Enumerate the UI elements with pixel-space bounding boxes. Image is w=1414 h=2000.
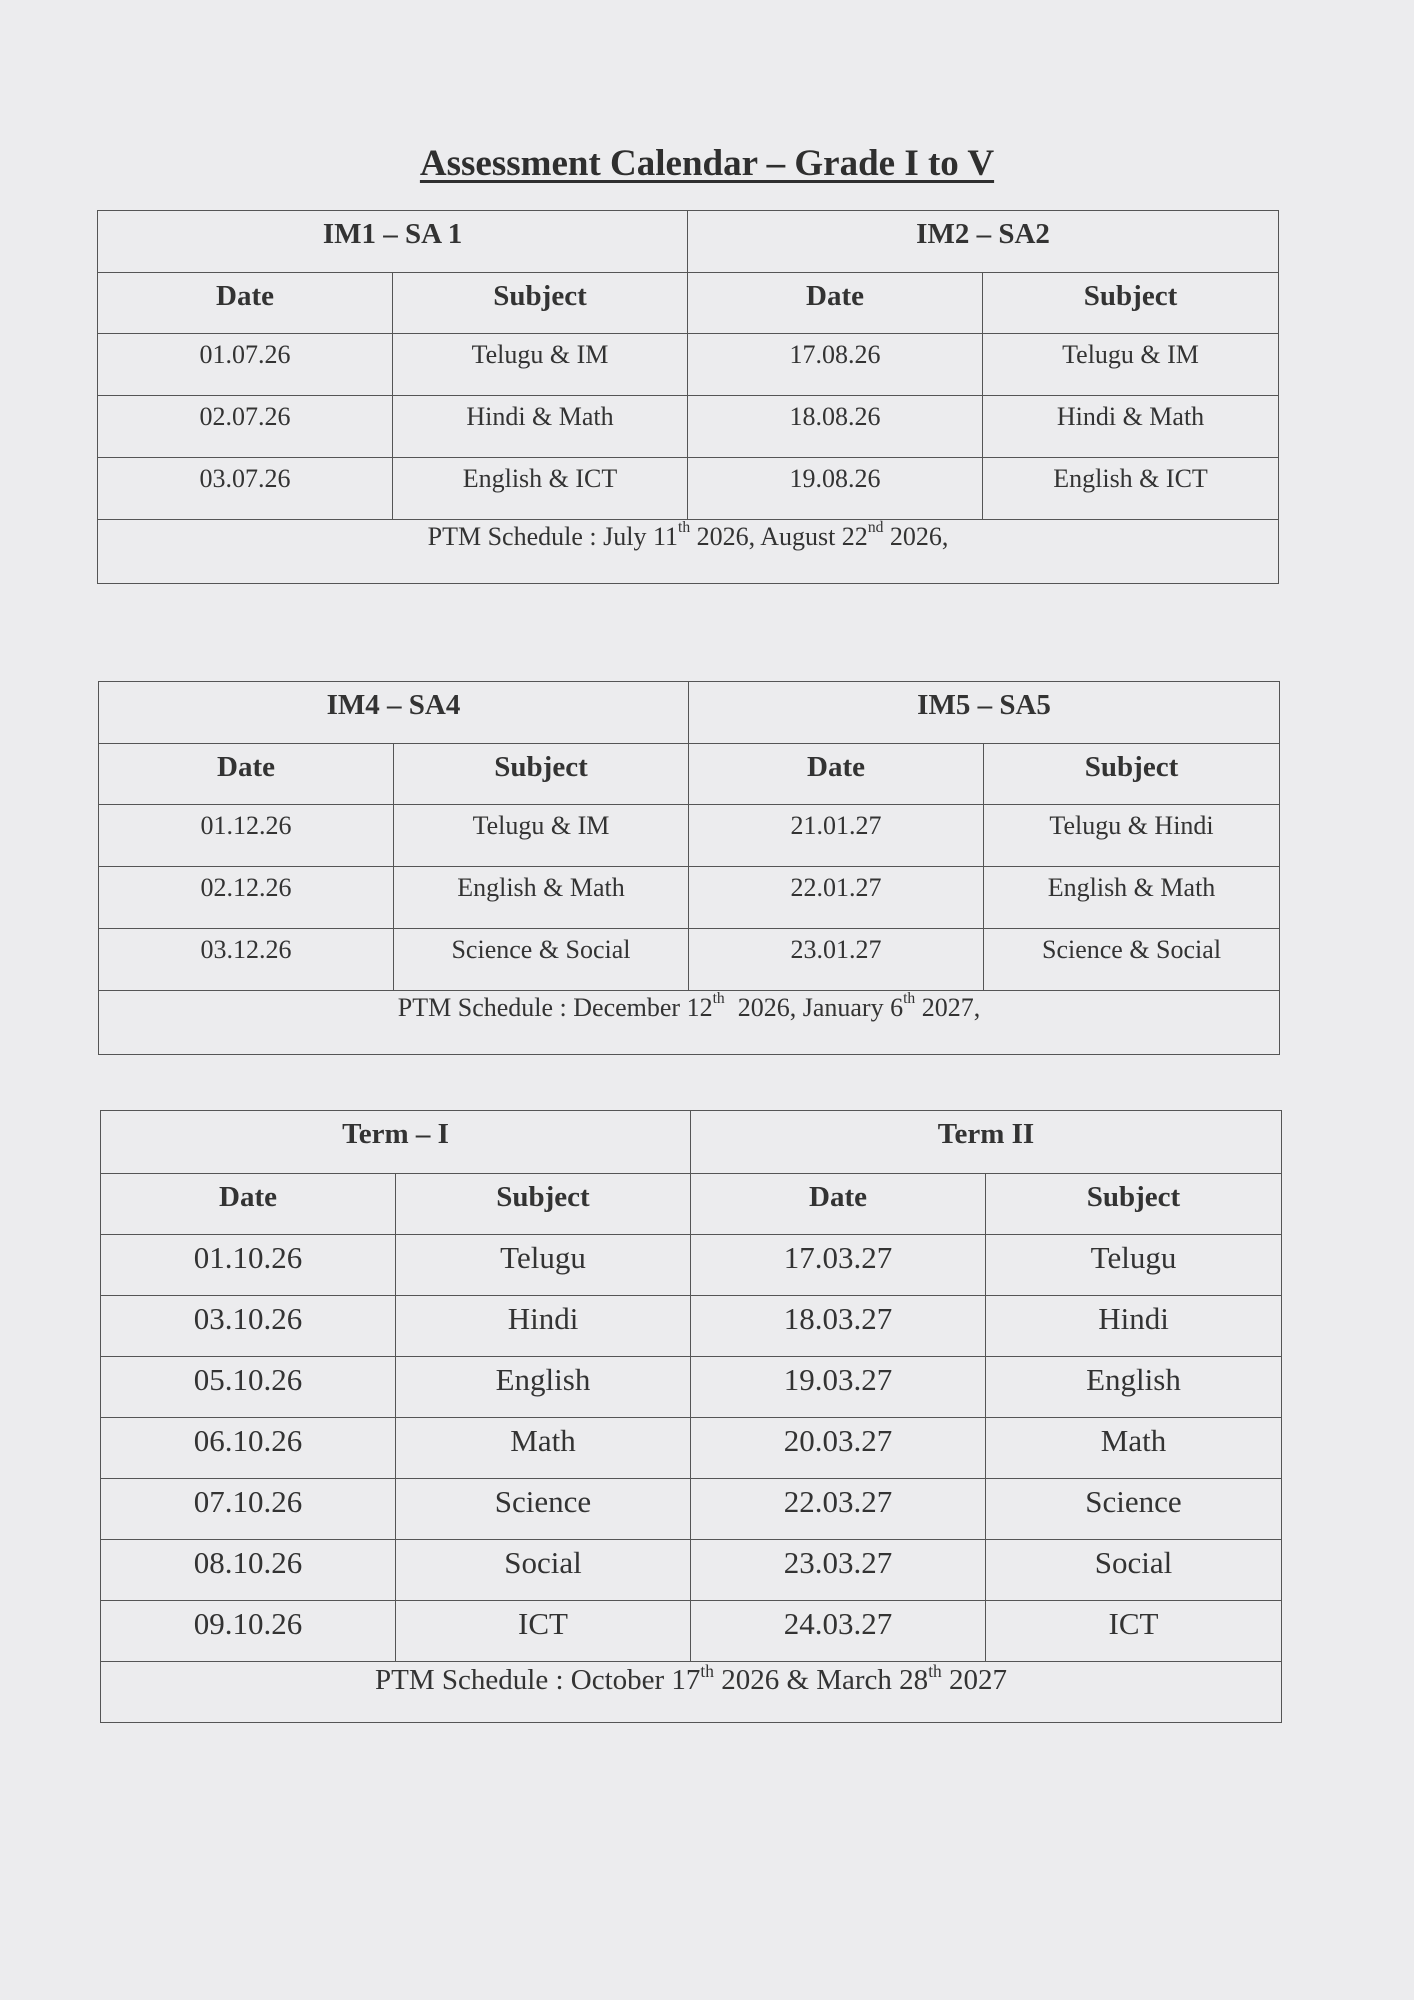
subject-cell: Science xyxy=(986,1479,1282,1540)
date-cell: 02.12.26 xyxy=(99,867,394,929)
column-header-date: Date xyxy=(691,1174,986,1235)
group-heading: Term II xyxy=(691,1111,1282,1174)
date-cell: 24.03.27 xyxy=(691,1601,986,1662)
date-cell: 20.03.27 xyxy=(691,1418,986,1479)
group-heading: Term – I xyxy=(101,1111,691,1174)
subject-cell: Math xyxy=(396,1418,691,1479)
subject-cell: ICT xyxy=(396,1601,691,1662)
date-cell: 19.03.27 xyxy=(691,1357,986,1418)
column-header-subject: Subject xyxy=(986,1174,1282,1235)
date-cell: 03.10.26 xyxy=(101,1296,396,1357)
date-cell: 22.03.27 xyxy=(691,1479,986,1540)
date-cell: 09.10.26 xyxy=(101,1601,396,1662)
date-cell: 02.07.26 xyxy=(98,396,393,458)
subject-cell: Social xyxy=(986,1540,1282,1601)
group-heading: IM2 – SA2 xyxy=(688,211,1279,273)
date-cell: 03.12.26 xyxy=(99,929,394,991)
date-cell: 23.03.27 xyxy=(691,1540,986,1601)
subject-cell: Science & Social xyxy=(394,929,689,991)
subject-cell: Telugu & IM xyxy=(393,334,688,396)
subject-cell: Telugu xyxy=(396,1235,691,1296)
subject-cell: Hindi & Math xyxy=(983,396,1279,458)
column-header-date: Date xyxy=(99,744,394,805)
schedule-table-1 xyxy=(97,210,1279,584)
column-header-subject: Subject xyxy=(396,1174,691,1235)
date-cell: 21.01.27 xyxy=(689,805,984,867)
subject-cell: Telugu & IM xyxy=(983,334,1279,396)
date-cell: 01.12.26 xyxy=(99,805,394,867)
ptm-schedule: PTM Schedule : December 12th 2026, January 6th 2027, xyxy=(99,991,1280,1055)
column-header-subject: Subject xyxy=(393,273,688,334)
subject-cell: English & ICT xyxy=(983,458,1279,520)
schedule-table-2 xyxy=(98,681,1280,1055)
schedule-table-3 xyxy=(100,1110,1282,1723)
column-header-date: Date xyxy=(98,273,393,334)
date-cell: 17.08.26 xyxy=(688,334,983,396)
subject-cell: Telugu xyxy=(986,1235,1282,1296)
page-title: Assessment Calendar – Grade I to V xyxy=(419,143,995,184)
subject-cell: Social xyxy=(396,1540,691,1601)
table-row xyxy=(98,334,1279,396)
date-cell: 17.03.27 xyxy=(691,1235,986,1296)
column-header-subject: Subject xyxy=(983,273,1279,334)
subject-cell: Telugu & IM xyxy=(394,805,689,867)
date-cell: 18.03.27 xyxy=(691,1296,986,1357)
subject-cell: Hindi & Math xyxy=(393,396,688,458)
subject-cell: English & ICT xyxy=(393,458,688,520)
date-cell: 06.10.26 xyxy=(101,1418,396,1479)
subject-cell: English & Math xyxy=(984,867,1280,929)
subject-cell: English & Math xyxy=(394,867,689,929)
table-row xyxy=(99,929,1280,991)
table-row xyxy=(101,1296,1282,1357)
ptm-schedule: PTM Schedule : July 11th 2026, August 22nd 2026, xyxy=(98,520,1279,584)
table-row xyxy=(101,1235,1282,1296)
ptm-schedule: PTM Schedule : October 17th 2026 & March 28th 2027 xyxy=(101,1662,1282,1723)
table-row xyxy=(101,1418,1282,1479)
table-row xyxy=(101,1479,1282,1540)
subject-cell: Hindi xyxy=(396,1296,691,1357)
column-header-date: Date xyxy=(688,273,983,334)
table-row xyxy=(101,1357,1282,1418)
column-header-subject: Subject xyxy=(984,744,1280,805)
subject-cell: English xyxy=(396,1357,691,1418)
table-row xyxy=(101,1601,1282,1662)
column-header-date: Date xyxy=(689,744,984,805)
subject-cell: Math xyxy=(986,1418,1282,1479)
group-heading: IM5 – SA5 xyxy=(689,682,1280,744)
subject-cell: ICT xyxy=(986,1601,1282,1662)
column-header-date: Date xyxy=(101,1174,396,1235)
date-cell: 05.10.26 xyxy=(101,1357,396,1418)
table-row xyxy=(98,458,1279,520)
table-row xyxy=(98,396,1279,458)
column-header-subject: Subject xyxy=(394,744,689,805)
subject-cell: Science & Social xyxy=(984,929,1280,991)
table-row xyxy=(99,805,1280,867)
group-heading: IM1 – SA 1 xyxy=(98,211,688,273)
table-row xyxy=(99,867,1280,929)
table-row xyxy=(101,1540,1282,1601)
date-cell: 01.10.26 xyxy=(101,1235,396,1296)
date-cell: 08.10.26 xyxy=(101,1540,396,1601)
subject-cell: Hindi xyxy=(986,1296,1282,1357)
date-cell: 01.07.26 xyxy=(98,334,393,396)
subject-cell: Science xyxy=(396,1479,691,1540)
group-heading: IM4 – SA4 xyxy=(99,682,689,744)
date-cell: 07.10.26 xyxy=(101,1479,396,1540)
date-cell: 19.08.26 xyxy=(688,458,983,520)
date-cell: 18.08.26 xyxy=(688,396,983,458)
date-cell: 22.01.27 xyxy=(689,867,984,929)
subject-cell: Telugu & Hindi xyxy=(984,805,1280,867)
date-cell: 23.01.27 xyxy=(689,929,984,991)
date-cell: 03.07.26 xyxy=(98,458,393,520)
subject-cell: English xyxy=(986,1357,1282,1418)
